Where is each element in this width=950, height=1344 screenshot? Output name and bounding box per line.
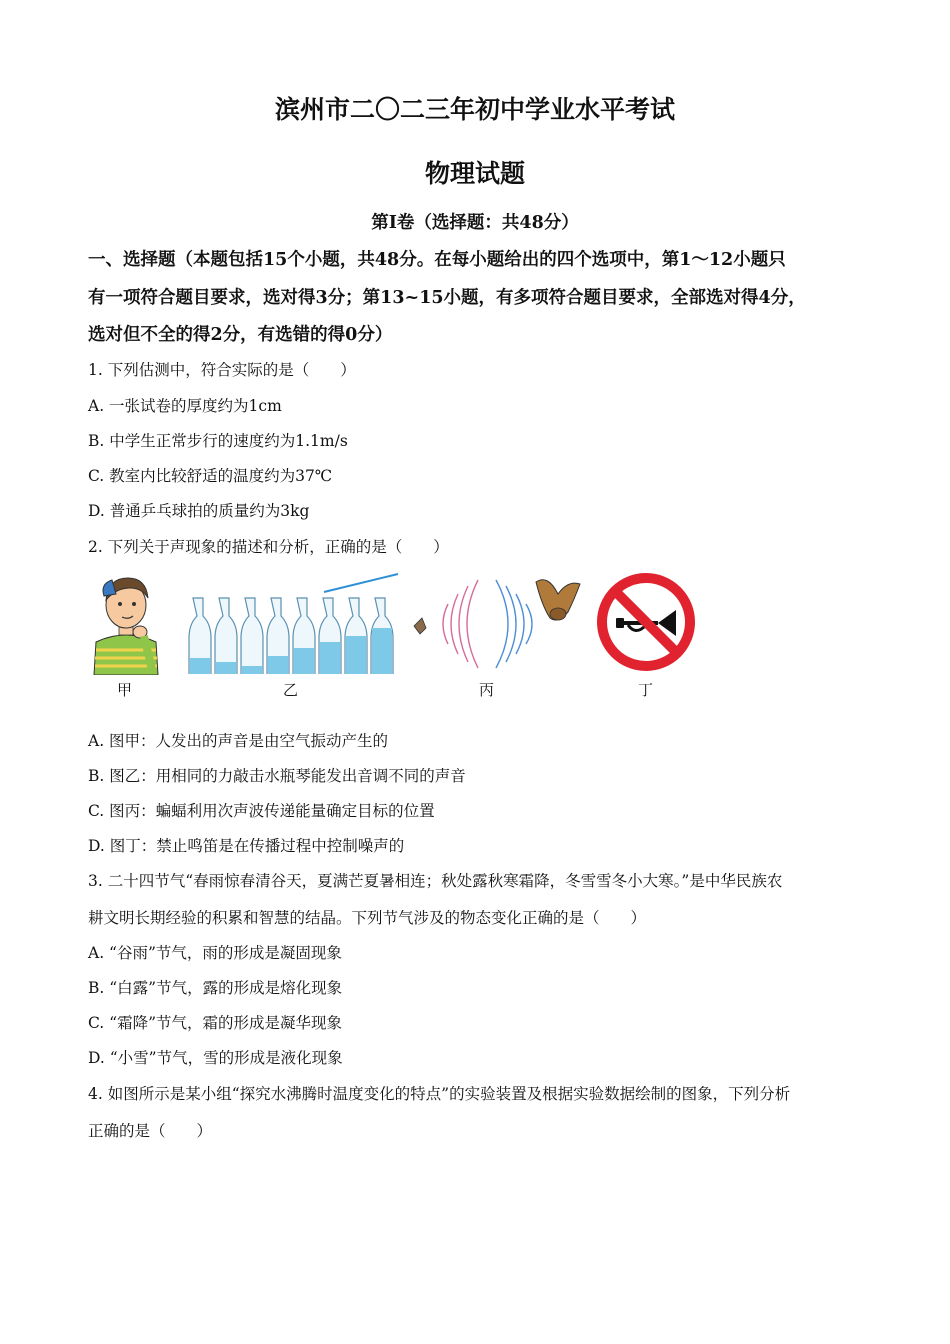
q4-stem-line-2: 正确的是（ ） [88,1122,213,1140]
q1-option-b: B. 中学生正常步行的速度约为1.1m/s [88,432,348,450]
part-title: 第Ⅰ卷（选择题：共48分） [371,213,579,233]
q2-option-c: C. 图丙：蝙蝠利用次声波传递能量确定目标的位置 [88,802,435,820]
section-heading-line-1: 一、选择题（本题包括15个小题，共48分。在每小题给出的四个选项中，第1～12小题只 [88,250,786,270]
section-heading-line-2: 有一项符合题目要求，选对得3分；第13~15小题，有多项符合题目要求，全部选对得4分， [88,288,806,308]
q1-option-a: A. 一张试卷的厚度约为1cm [88,397,282,415]
q1-stem: 1. 下列估测中，符合实际的是（ ） [88,361,356,379]
q3-option-a: A. “谷雨”节气，雨的形成是凝固现象 [88,944,342,962]
q3-stem-line-1: 3. 二十四节气“春雨惊春清谷天，夏满芒夏暑相连；秋处露秋寒霜降，冬雪雪冬小大寒。”是中华民族农 [88,872,783,890]
figure-label-ding: 丁 [638,681,654,699]
section-heading-line-3: 选对但不全的得2分，有选错的得0分） [88,325,393,345]
exam-title: 滨州市二〇二三年初中学业水平考试 [274,95,675,124]
no-horn-sign-icon [596,572,696,672]
q2-option-a: A. 图甲：人发出的声音是由空气振动产生的 [88,732,389,750]
q3-option-c: C. “霜降”节气，霜的形成是凝华现象 [88,1014,343,1032]
q2-option-b: B. 图乙：用相同的力敲击水瓶琴能发出音调不同的声音 [88,767,466,785]
q1-option-d: D. 普通乒乓球拍的质量约为3kg [88,502,310,520]
boy-humming-icon [86,570,166,675]
q3-stem-line-2: 耕文明长期经验的积累和智慧的结晶。下列节气涉及的物态变化正确的是（ ） [88,909,647,927]
water-bottles-xylophone-icon [186,572,402,674]
q4-stem-line-1: 4. 如图所示是某小组“探究水沸腾时温度变化的特点”的实验装置及根据实验数据绘制的图象，下列分析 [88,1085,791,1103]
q3-option-b: B. “白露”节气，露的形成是熔化现象 [88,979,343,997]
figure-label-bing: 丙 [479,681,495,699]
figure-label-jia: 甲 [117,681,133,699]
bat-echolocation-icon [408,574,588,674]
q2-stem: 2. 下列关于声现象的描述和分析，正确的是（ ） [88,538,449,556]
q1-option-c: C. 教室内比较舒适的温度约为37℃ [88,467,333,485]
q2-option-d: D. 图丁：禁止鸣笛是在传播过程中控制噪声的 [88,837,405,855]
figure-label-yi: 乙 [283,681,299,699]
subject-title: 物理试题 [424,159,525,188]
q3-option-d: D. “小雪”节气，雪的形成是液化现象 [88,1049,343,1067]
